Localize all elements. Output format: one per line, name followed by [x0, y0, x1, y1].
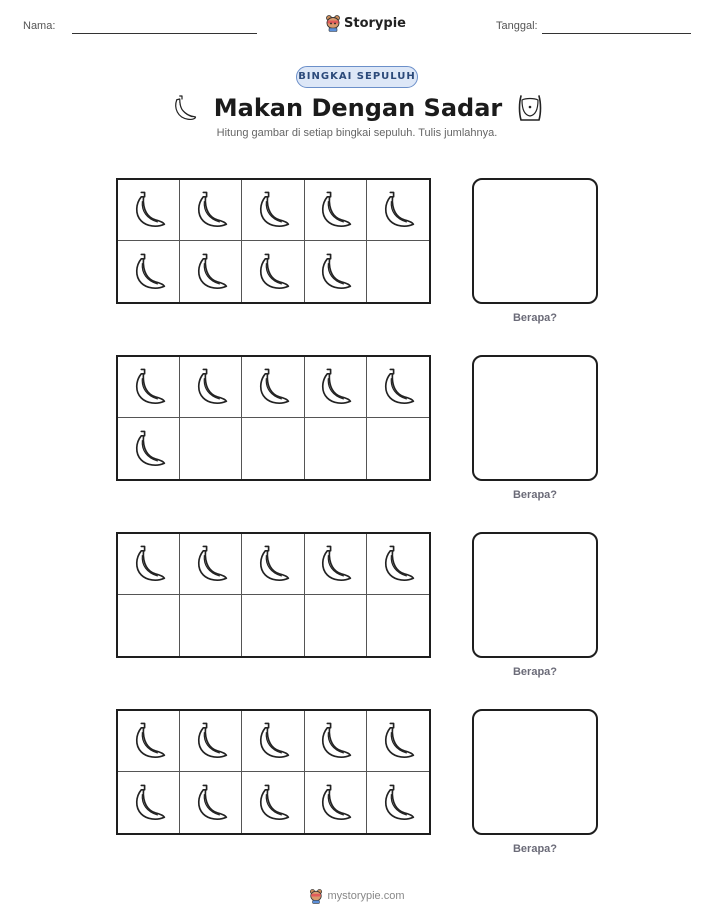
frame-cell: [180, 418, 242, 479]
answer-box[interactable]: [472, 178, 598, 304]
frame-cell: [305, 180, 367, 241]
date-field-line[interactable]: [542, 33, 691, 34]
banana-icon: [376, 781, 420, 825]
name-field-line[interactable]: [72, 33, 257, 34]
banana-icon: [189, 542, 233, 586]
frame-cell: [242, 772, 304, 833]
ten-frame: [116, 709, 431, 835]
ten-frame: [116, 532, 431, 658]
banana-icon: [251, 542, 295, 586]
ten-frame: [116, 355, 431, 481]
answer-label: Berapa?: [512, 312, 558, 324]
frame-cell: [118, 180, 180, 241]
frame-cell: [305, 711, 367, 772]
frame-cell: [367, 357, 429, 418]
frame-cell: [305, 357, 367, 418]
banana-icon: [313, 365, 357, 409]
banana-icon: [313, 188, 357, 232]
storypie-mascot-icon: [325, 14, 341, 32]
banana-icon: [127, 188, 171, 232]
title-row: [0, 90, 714, 126]
frame-cell: [242, 241, 304, 302]
frame-cell: [367, 418, 429, 479]
frame-cell: [118, 595, 180, 656]
banana-icon: [127, 781, 171, 825]
belly-icon: [516, 93, 544, 123]
banana-icon: [376, 542, 420, 586]
footer: [0, 886, 714, 906]
worksheet-type-badge: BINGKAI SEPULUH: [296, 66, 418, 88]
frame-cell: [180, 534, 242, 595]
answer-label: Berapa?: [512, 489, 558, 501]
answer-label: Berapa?: [512, 843, 558, 855]
instructions: Hitung gambar di setiap bingkai sepuluh. Tulis jumlahnya.: [216, 127, 498, 139]
banana-icon: [376, 719, 420, 763]
date-label: Tanggal:: [496, 20, 538, 32]
page-title: Makan Dengan Sadar: [213, 94, 503, 122]
frame-cell: [118, 357, 180, 418]
banana-icon: [189, 781, 233, 825]
frame-cell: [305, 595, 367, 656]
frame-cell: [367, 772, 429, 833]
banana-icon: [313, 250, 357, 294]
frame-cell: [242, 180, 304, 241]
answer-box[interactable]: [472, 532, 598, 658]
frame-cell: [305, 772, 367, 833]
banana-icon: [127, 250, 171, 294]
footer-url: mystorypie.com: [327, 890, 405, 902]
frame-cell: [180, 595, 242, 656]
banana-icon: [127, 427, 171, 471]
frame-cell: [242, 711, 304, 772]
banana-icon: [251, 188, 295, 232]
frame-cell: [367, 534, 429, 595]
frame-cell: [242, 418, 304, 479]
banana-icon: [127, 542, 171, 586]
frame-cell: [305, 418, 367, 479]
banana-icon: [376, 188, 420, 232]
frame-cell: [367, 180, 429, 241]
answer-box[interactable]: [472, 355, 598, 481]
frame-cell: [118, 711, 180, 772]
frame-cell: [305, 241, 367, 302]
frame-cell: [118, 241, 180, 302]
brand-name: Storypie: [344, 15, 406, 31]
banana-icon: [170, 93, 200, 123]
name-label: Nama:: [23, 20, 56, 32]
frame-cell: [367, 595, 429, 656]
frame-cell: [118, 418, 180, 479]
banana-icon: [376, 365, 420, 409]
frame-cell: [242, 357, 304, 418]
frame-cell: [367, 711, 429, 772]
frame-cell: [118, 772, 180, 833]
frame-cell: [367, 241, 429, 302]
answer-box[interactable]: [472, 709, 598, 835]
banana-icon: [189, 365, 233, 409]
frame-cell: [180, 772, 242, 833]
ten-frame: [116, 178, 431, 304]
banana-icon: [313, 719, 357, 763]
frame-cell: [180, 711, 242, 772]
banana-icon: [251, 781, 295, 825]
banana-icon: [127, 365, 171, 409]
frame-cell: [242, 595, 304, 656]
storypie-mascot-icon: [309, 888, 323, 904]
banana-icon: [189, 719, 233, 763]
frame-cell: [180, 241, 242, 302]
banana-icon: [189, 250, 233, 294]
frame-cell: [242, 534, 304, 595]
banana-icon: [313, 542, 357, 586]
answer-label: Berapa?: [512, 666, 558, 678]
brand-logo: [325, 13, 406, 33]
banana-icon: [127, 719, 171, 763]
frame-cell: [118, 534, 180, 595]
frame-cell: [180, 180, 242, 241]
banana-icon: [251, 365, 295, 409]
banana-icon: [189, 188, 233, 232]
banana-icon: [313, 781, 357, 825]
frame-cell: [305, 534, 367, 595]
banana-icon: [251, 719, 295, 763]
frame-cell: [180, 357, 242, 418]
banana-icon: [251, 250, 295, 294]
